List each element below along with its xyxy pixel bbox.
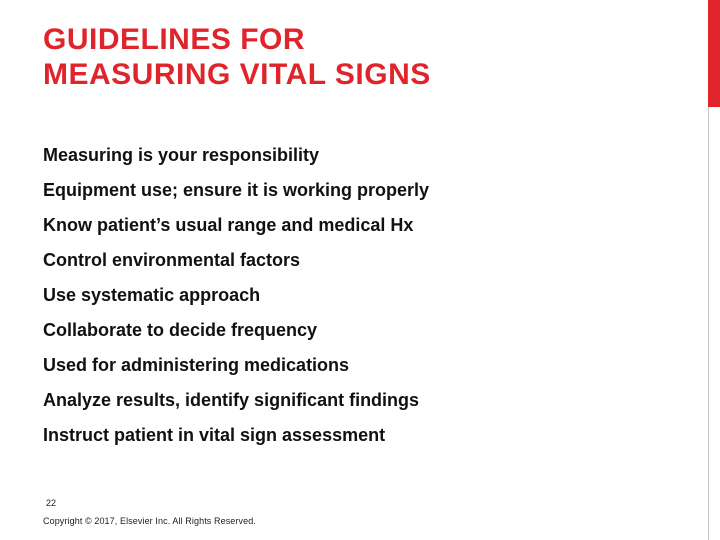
- bullet-item: Control environmental factors: [43, 250, 301, 270]
- bullet-list: [43, 140, 429, 455]
- bullet-item: Use systematic approach: [43, 285, 261, 305]
- bullet-item: Instruct patient in vital sign assessment: [43, 425, 386, 445]
- bullet-item: Measuring is your responsibility: [43, 145, 320, 165]
- bullet-item: Used for administering medications: [43, 355, 350, 375]
- bullet-item: Equipment use; ensure it is working properly: [43, 180, 430, 200]
- accent-bar: [708, 0, 720, 107]
- copyright-notice: Copyright © 2017, Elsevier Inc. All Rights Reserved.: [43, 516, 256, 526]
- bullet-item: Analyze results, identify significant findings: [43, 390, 420, 410]
- bullet-item: Collaborate to decide frequency: [43, 320, 318, 340]
- bullet-item: Know patient’s usual range and medical Hx: [43, 215, 414, 235]
- slide-title: GUIDELINES FOR MEASURING VITAL SIGNS: [43, 23, 431, 91]
- page-number: 22: [46, 498, 57, 508]
- edge-divider: [708, 107, 709, 540]
